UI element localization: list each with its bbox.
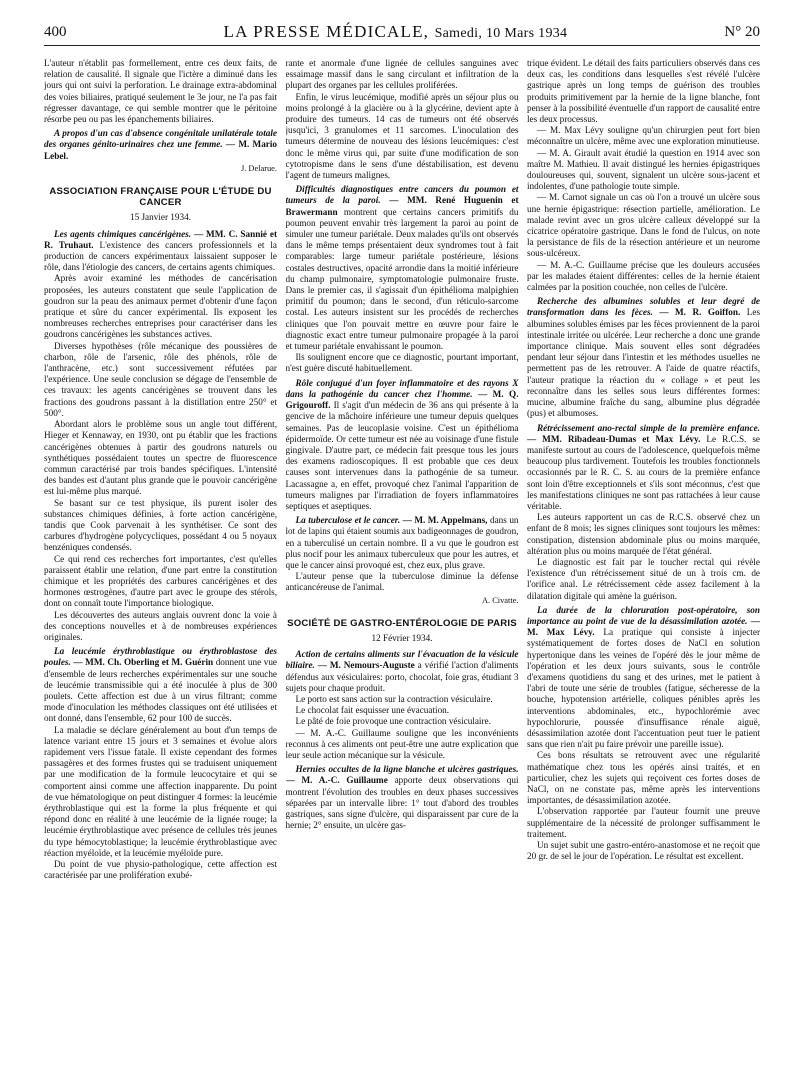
signature: J. Delarue.	[240, 163, 277, 173]
section-date: 15 Janvier 1934.	[130, 212, 191, 223]
article-title: Recherche des albumines solubles et leur degré de transformation dans les fèces.	[527, 296, 760, 318]
paragraph: Le chocolat fait esquisser une évacuation.	[295, 705, 450, 716]
paragraph: — M. A.-C. Guillaume souligne que les inconvénients reconnus à ces aliments ont peut-être une autre explication que leur seule action mécanique sur la vésicule.	[285, 727, 519, 760]
article-title: Rétrécissement ano-rectal simple de la première enfance.	[537, 422, 760, 433]
paragraph: Diverses hypothèses (rôle mécanique des poussières de charbon, rôle de l'arsenic, rôle des phénols, rôle de l'anthracène, etc.) sont successivement réfutées par l'expérience. Une seule conclusion se dégage de l'ensemble de ces travaux: les agents cancérigènes se trouvent dans les fractions des goudrons passant à la distillation entre 250° et 500°.	[44, 340, 277, 418]
article-lead	[527, 423, 760, 513]
section-heading: ASSOCIATION FRANÇAISE POUR L'ÉTUDE DU CANCER	[49, 186, 272, 209]
article-title: La durée de la chloruration post-opératoire, son importance au point de vue de la désassimilation azotée.	[527, 604, 760, 626]
column-2	[286, 58, 519, 1070]
paragraph: Ils soulignent encore que ce diagnostic, pourtant important, n'est guère discuté habituellement.	[285, 352, 519, 374]
paragraph: trique évident. Le détail des faits particuliers observés dans ces deux cas, les conditions dans lesquelles s'est révélé l'ulcère gastrique après un long temps de guérison des troubles produits primitivement par la hernie de la ligne blanche, font penser à la possibilité éventuelle d'un rapport de causalité entre les deux processus.	[527, 58, 760, 125]
article-text: montrent que certains cancers primitifs du poumon peuvent envahir très largement la paroi au point de simuler une tumeur pariétale. Deux malades qu'ils ont observés dans le même temps présentaient deux syndromes tout à fait comparables: large tumeur pariétale postérieure, lésions costales destructives, opacité arrondie dans la moitié inférieure du champ pulmonaire, symptomatologie pulmonaire fruste. Dans le premier cas, il s'agissait d'un épithélioma malpighien primitif du poumon; dans le second, d'un réticulo-sarcome costal. Les auteurs insistent sur les procédés de recherches cliniques que l'on pouvait mettre en œuvre pour faire le diagnostic exact entre tumeur pulmonaire propagée à la paroi et tumeur pariétale envahissant le poumon.	[285, 206, 519, 352]
article-author: — M. R. Goiffon.	[659, 307, 741, 318]
article-title: Difficultés diagnostiques entre cancers du poumon et tumeurs de la paroi.	[285, 184, 519, 206]
paragraph: — M. A. Girault avait étudié la question en 1914 avec son maître M. Mathieu. Il avait distingué les hernies épigastriques douloureuses qui, souvent, signalent un ulcère sous-jacent et indolentes, d'une pathologie toute simple.	[527, 147, 760, 192]
article-title: La tuberculose et le cancer.	[295, 515, 401, 526]
article-lead	[527, 605, 760, 751]
paragraph: Un sujet subit une gastro-entéro-anastomose et ne reçoit que 20 gr. de sel le jour de l'opération. Le résultat est excellent.	[527, 840, 760, 862]
article-text: dans un lot de lapins qui étaient soumis aux badigeonnages de goudron, en a tuberculisé un certain nombre. Il a vu que le goudron est plus nocif pour les animaux tuberculeux que pour les autres, et que le cancer ainsi provoqué est, chez eux, plus grave.	[285, 515, 519, 570]
article-lead	[44, 646, 277, 724]
article-lead	[286, 378, 519, 512]
paragraph: Ces bons résultats se retrouvent avec une régularité mathématique chez tous les opérés ainsi traités, et en particulier, chez les sujets qui reçoivent ces fortes doses de NaCl, on ne constate pas, même après les interventions importantes, de désassimilation azotée.	[527, 750, 760, 806]
page-number: 400	[44, 23, 67, 40]
article-lead	[286, 515, 519, 571]
article-lead	[44, 229, 277, 274]
article-author: — MM. Ribadeau-Dumas et Max Lévy.	[527, 433, 701, 444]
article-author: — M. Mario Lebel.	[44, 139, 277, 161]
paragraph: L'auteur pense que la tuberculose diminue la défense anticancéreuse de l'animal.	[285, 571, 519, 593]
article-columns	[44, 58, 760, 1070]
article-author: — M. M. Appelmans,	[402, 515, 488, 526]
paragraph: Abordant alors le problème sous un angle tout différent, Hieger et Kennaway, en 1930, ont pu établir que les fractions cancérigènes obtenues à partir des goudrons naturels ou synthétiques possédaient toutes un spectre de fluorescence commun caractérisé par trois bandes spécifiques. L'intensité des bandes est d'autant plus grande que le pouvoir cancérigène est lui-même plus marqué.	[44, 419, 277, 497]
article-author: — MM. C. Sannié et R. Truhaut.	[44, 228, 277, 250]
article-title: Les agents chimiques cancérigènes.	[54, 228, 192, 239]
paragraph: Les découvertes des auteurs anglais ouvrent donc la voie à des conceptions nouvelles et à de nombreuses expériences originales.	[44, 609, 277, 642]
article-text: donnent une vue d'ensemble de leurs recherches expérimentales sur une souche de leucémie transmissible qui a été inoculée à plus de 300 poulets. Cette affection est due à un virus filtrant; comme mode d'inoculation les méthodes classiques ont été utilisées et ont donné, dans l'ensemble, 62 pour 100 de succès.	[44, 657, 277, 724]
paragraph: Enfin, le virus leucémique, modifié après un séjour plus ou moins prolongé à la glacière ou à la glycérine, devient apte à produire des tumeurs. 14 cas de tumeurs ont été observés jusqu'ici, 3 granulomes et 11 sarcomes. L'inoculation des tumeurs détermine de nouveau des lésions leucémiques: c'est donc le même virus qui, par suite d'une modification de son cytotropisme dans le sens d'une déstabilisation, est devenu l'agent de tumeurs malignes.	[285, 91, 519, 181]
article-lead	[286, 184, 519, 352]
paragraph: — M. A.-C. Guillaume précise que les douleurs accusées par les malades étaient différentes: celles de la hernie étaient calmées par la position couchée, non celles de l'ulcère.	[527, 259, 760, 293]
paragraph: Le diagnostic est fait par le toucher rectal qui révèle l'existence d'un rétrécissement situé de un à trois cm. de l'orifice anal. Le rétrécissement cède assez facilement à la dilatation digitale qui amène la guérison.	[527, 556, 760, 601]
article-text: La pratique qui consiste à injecter systématiquement de fortes doses de NaCl en solution hypertonique dans les veines de l'opéré dès le jour même de l'opération et les deux jours suivants, sous le contrôle d'examens quotidiens du sang et des urines, met le patient à l'abri de toute une série de troubles (fatigue, sécheresse de la bouche, hypotension artérielle, coliques pénibles après les interventions abdominales, etc., hypochlorémie avec hypochlorurie, poussée d'insuffisance rénale aiguë, désassimilation azotée dont l'accentuation peut tuer le patient sans que rien n'ait pu faire prévoir une pareille issue).	[527, 627, 760, 750]
journal-masthead	[224, 22, 568, 42]
paragraph: — M. Carnot signale un cas où l'on a trouvé un ulcère sous une hernie épigastrique: résection partielle, amélioration. Le malade revint avec un gros ulcère calleux développé sur la cicatrice opératoire gastrique. Dans le fond de l'ulcus, on note la persistance de fils de la résection antérieure et un neurome sous-ulcéreux.	[527, 192, 760, 259]
column-1	[44, 58, 277, 1070]
paragraph: — M. Max Lévy souligne qu'un chirurgien peut fort bien méconnaître un ulcère, même avec une exploration minutieuse.	[527, 125, 760, 147]
paragraph: Ce qui rend ces recherches fort importantes, c'est qu'elles paraissent établir une relation, d'une part entre la constitution chimique et les propriétés des carbures cancérigènes et des hormones œstrogènes, d'autre part avec le groupe des stérols, dont on connaît toute l'importance biologique.	[44, 553, 277, 609]
article-title: A propos d'un cas d'absence congénitale unilatérale totale des organes génito-urinaires chez une femme.	[44, 128, 277, 150]
article-lead	[527, 296, 760, 419]
paragraph: Se basant sur ce test physique, ils purent isoler des substances chimiques définies, à forte action cancérigène, tandis que Cook parvenait à les synthétiser. Ce sont des carbures d'hydrogène polycycliques, possédant 4 ou 5 noyaux benzéniques condensés.	[44, 497, 277, 553]
article-text: Le R.C.S. se manifeste surtout au cours de l'adolescence, quelquefois même beaucoup plus tardivement. Toutefois les troubles fonctionnels occasionnés par le R. C. S. au cours de la première enfance sont loin d'être exceptionnels et s'ils sont méconnus, c'est que les manifestations cliniques ne sont pas rattachées à leur cause véritable.	[527, 433, 760, 511]
article-author: — M. Max Lévy.	[527, 615, 760, 638]
paragraph: Du point de vue physio-pathologique, cette affection est caractérisée par une prolifération exubé-	[44, 859, 277, 881]
page-header	[44, 18, 760, 46]
article-author: — MM. Ch. Oberling et M. Guérin	[73, 657, 214, 668]
signature: A. Civatte.	[481, 595, 519, 605]
issue-number: N° 20	[724, 23, 760, 40]
article-text: apporte deux observations qui montrent l'évolution des troubles en deux phases successives séparées par un intervalle libre: 1° tout d'abord des troubles gastriques, sans signe d'ulcère, qui disparaissent par cure de la hernie; 2° ensuite, un ulcère gas-	[285, 775, 519, 831]
article-lead	[44, 128, 277, 162]
issue-date: Samedi, 10 Mars 1934	[434, 26, 568, 41]
paragraph: Le pâté de foie provoque une contraction vésiculaire.	[295, 716, 491, 727]
article-title: Action de certains aliments sur l'évacuation de la vésicule biliaire.	[285, 649, 519, 671]
column-3	[527, 58, 760, 1070]
article-author: — M. A.-C. Guillaume	[285, 775, 388, 786]
article-text: Il s'agit d'un médecin de 36 ans qui présente à la gencive de la mâchoire inférieure une tumeur depuis quelques semaines. Pas de leucoplasie voisine. C'est un épithélioma épidermoïde. Or cette tumeur est née au voisinage d'une fistule gingivale. D'autre part, ce médecin fait presque tous les jours des examens radioscopiques. Il est probable que ces deux causes sont intervenues dans la pathogénie de sa tumeur. Lacassagne a, en effet, provoqué chez l'animal l'apparition de tumeurs malignes par l'irradiation de foyers inflammatoires septiques et aseptiques.	[285, 400, 519, 511]
article-text: a vérifié l'action d'aliments défendus aux vésiculaires: porto, chocolat, foie gras, étudiant 3 sujets pour chaque produit.	[285, 660, 519, 693]
article-author: — MM. René Huguenin et Brawermann	[285, 195, 519, 217]
paragraph: L'observation rapportée par l'auteur fournit une preuve supplémentaire de la nécessité de prolonger suffisamment le traitement.	[527, 806, 760, 839]
paragraph: L'auteur n'établit pas formellement, entre ces deux faits, de relation de causalité. Il signale que l'ictère a diminué dans les jours qui ont suivi la perforation. Le drainage extra-abdominal des voies biliaires, pratiqué seulement le 3e jour, ne l'a pas fait régresser davantage, ce qui semble montrer que le péritoine résorbe peu ou pas les épanchements biliaires.	[44, 58, 277, 125]
section-date: 12 Février 1934.	[371, 632, 433, 643]
journal-title: LA PRESSE MÉDICALE,	[223, 22, 430, 41]
article-lead	[286, 764, 519, 831]
article-title: La leucémie érythroblastique ou érythroblastose des poules.	[44, 646, 277, 668]
paragraph: Les auteurs rapportent un cas de R.C.S. observé chez un enfant de 8 mois; les signes cliniques sont toujours les mêmes: constipation, distension abdominale plus ou moins marquée, altération plus ou moins marquée de l'état général.	[527, 512, 760, 556]
article-title: Hernies occultes de la ligne blanche et ulcères gastriques.	[295, 764, 519, 775]
header-rule	[44, 45, 760, 46]
article-text: L'existence des cancers professionnels et la production de cancers expérimentaux laissaient supposer le rôle, dans l'étiologie des cancers, de certains agents chimiques.	[44, 239, 277, 273]
paragraph: Le porto est sans action sur la contraction vésiculaire.	[295, 693, 493, 704]
article-author: — M. Q. Grigouroff.	[285, 388, 519, 411]
article-title: Rôle conjugué d'un foyer inflammatoire et des rayons X dans la pathogénie du cancer chez l'homme.	[285, 377, 519, 399]
section-heading: SOCIÉTÉ DE GASTRO-ENTÉROLOGIE DE PARIS	[287, 617, 517, 629]
paragraph: rante et anormale d'une lignée de cellules sanguines avec essaimage massif dans le sang circulant et infiltration de la plupart des organes par les cellules proliférées.	[285, 58, 519, 91]
article-text: Les albumines solubles émises par les fèces proviennent de la paroi intestinale irritée ou ulcérée. Leur recherche a donc une grande importance clinique. Mais souvent elles sont dégradées pendant leur séjour dans l'intestin et les méthodes usuelles ne permettent pas de les retrouver. A l'aide de quatre réactifs, l'auteur pratique la réaction du « collage » et peut les reconnaître dans les selles sous leurs différentes formes: mucine, albumine fraîche du sang, albumine plus dégradée (pus) et albumoses.	[527, 307, 760, 419]
paragraph: Après avoir examiné les méthodes de cancérisation proposées, les auteurs constatent que seule l'application de goudron sur la peau des animaux permet d'obtenir d'une façon pratique et sûre du cancer expérimental. Ils exposent les nombreuses recherches entreprises pour caractériser dans les goudrons cancérigènes les substances actives.	[44, 273, 277, 340]
article-lead	[286, 649, 519, 694]
article-author: — M. Nemours-Auguste	[317, 660, 415, 671]
paragraph: La maladie se déclare généralement au bout d'un temps de latence variant entre 15 jours et 3 semaines et évolue alors rapidement vers l'issue fatale. Il existe cependant des formes passagères et des formes frustes qui se traduisent uniquement par une modification de la formule leucocytaire et qui se comportent ainsi comme une affection inapparente. Du point de vue hématologique on peut distinguer 4 formes: la leucémie érythroblastique qui est la forme la plus fréquente et qui répond donc en réalité à une leucémie de la lignée rouge; la leucémie érythroblastique avec présence de cellules très jeunes du type hémocytoblastique; la leucémie érythroblastique avec réaction myéloïde, et la leucémie myéloïde pure.	[44, 724, 277, 858]
